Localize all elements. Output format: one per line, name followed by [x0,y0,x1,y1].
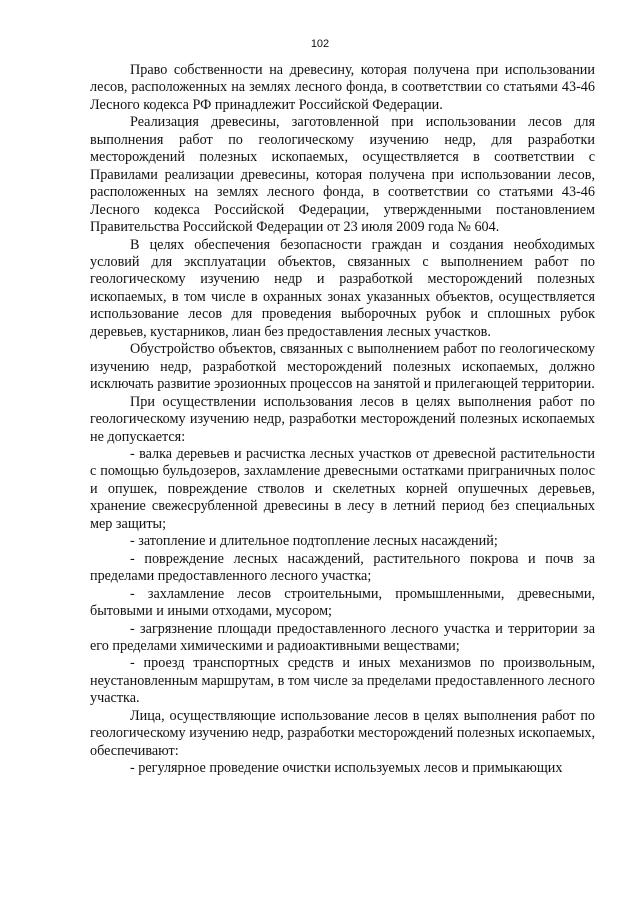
list-item-felling: - валка деревьев и расчистка лесных участков от древесной растительности с помощью бульдозеров, захламление древесными остатками приграничных полос и опушек, повреждение стволов и скелетных корней опушечных деревьев, хранение свежесрубленной древесины в лесу в летний период без специальных мер защиты; [90,445,595,532]
document-body [90,62,595,778]
list-item-pollution: - загрязнение площади предоставленного лесного участка и территории за его пределами химическими и радиоактивными веществами; [90,620,595,654]
list-item-littering: - захламление лесов строительными, промышленными, древесными, бытовыми и иными отходами, мусором; [90,585,595,620]
paragraph-ownership: Право собственности на древесину, которая получена при использовании лесов, расположенных на землях лесного фонда, в соответствии со статьями 43-46 Лесного кодекса РФ принадлежит Российской Федерации. [90,62,595,113]
list-item-vehicles: - проезд транспортных средств и иных механизмов по произвольным, неустановленным маршрутам, в том числе за пределами предоставленного лесного участка. [90,655,595,707]
paragraph-construction: Обустройство объектов, связанных с выполнением работ по геологическому изучению недр, разработкой месторождений полезных ископаемых, должно исключать развитие эрозионных процессов на занятой и прилегающей территории. [90,341,595,393]
page-number: 102 [310,38,330,50]
paragraph-prohibited-intro: При осуществлении использования лесов в целях выполнения работ по геологическому изучению недр, разработки месторождений полезных ископаемых не допускается: [90,393,595,445]
list-item-damage: - повреждение лесных насаждений, растительного покрова и почв за пределами предоставленного лесного участка; [90,550,595,585]
paragraph-timber-sale: Реализация древесины, заготовленной при использовании лесов для выполнения работ по геологическому изучению недр, для разработки месторождений полезных ископаемых, осуществляется в соответствии с Правилами реализации древесины, которая получена при использовании лесов, расположенных на землях лесного фонда, в соответствии со статьями 43-46 Лесного кодекса Российской Федерации, утвержденными постановлением Правительства Российской Федерации от 23 июля 2009 года № 604. [90,114,595,236]
paragraph-obligations-intro: Лица, осуществляющие использование лесов в целях выполнения работ по геологическому изучению недр, разработки месторождений полезных ископаемых, обеспечивают: [90,707,595,759]
list-item-cleaning: - регулярное проведение очистки используемых лесов и примыкающих [130,760,563,777]
list-item-flooding: - затопление и длительное подтопление лесных насаждений; [130,533,498,550]
paragraph-safety: В целях обеспечения безопасности граждан и создания необходимых условий для эксплуатации объектов, связанных с выполнением работ по геологическому изучению недр и разработкой месторождений полезных ископаемых, в том числе в охранных зонах указанных объектов, осуществляется использование лесов для проведения выборочных рубок и сплошных рубок деревьев, кустарников, лиан без предоставления лесных участков. [90,236,595,340]
